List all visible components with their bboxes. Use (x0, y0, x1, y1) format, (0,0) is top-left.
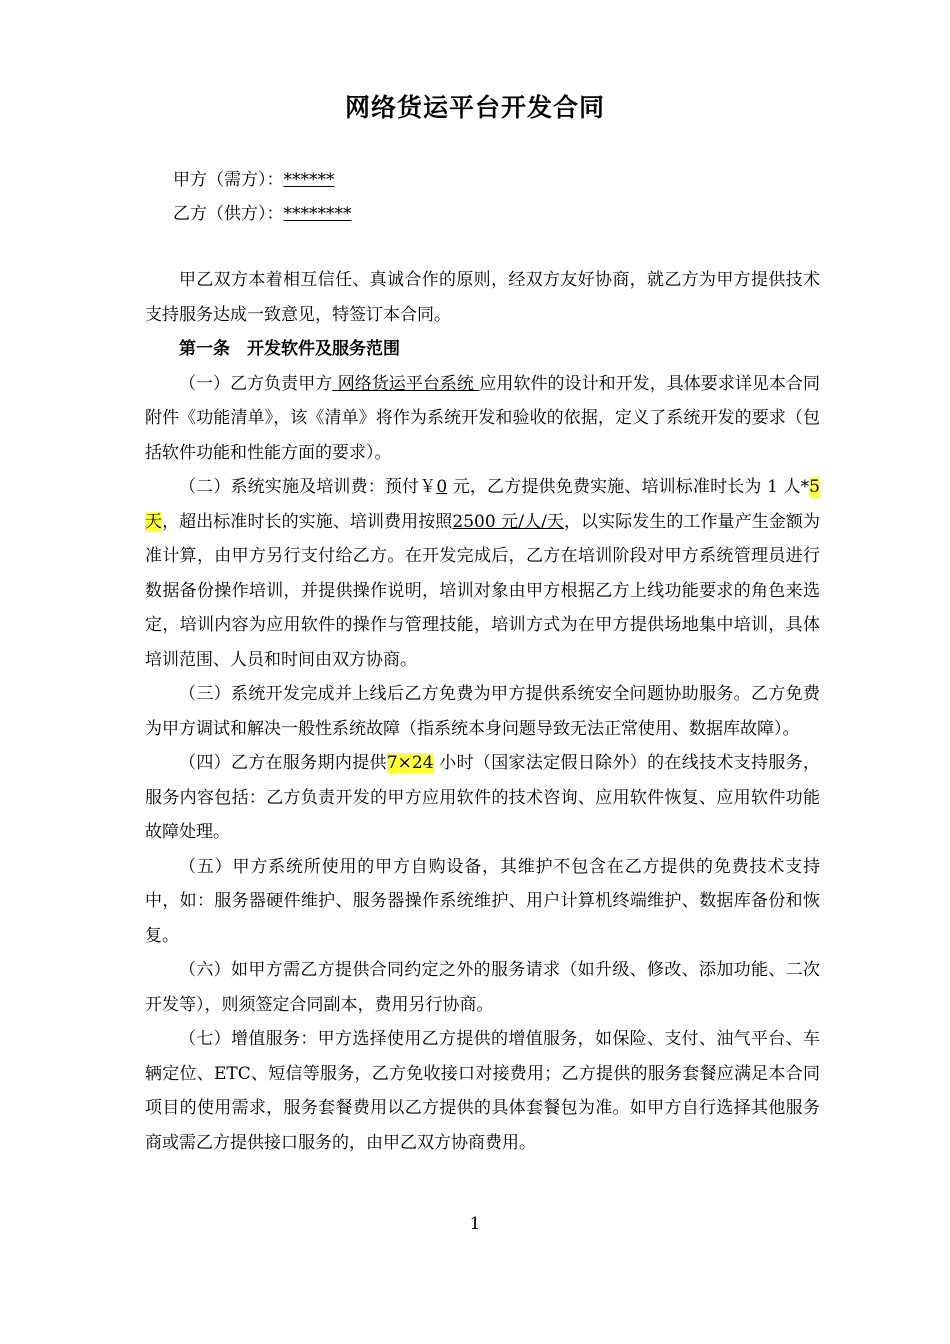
clause-1-post: 应用软件的设计和开发，具体要求详见本合同附件《功能清单》，该《清单》将作为系统开发和验收的依据，定义了系统开发的要求（包括软件功能和性能方面的要求）。 (145, 373, 820, 463)
party-b-label: 乙方（供方）： (173, 204, 284, 224)
clause-2-post: ，以实际发生的工作量产生金额为准计算，由甲方另行支付给乙方。在开发完成后，乙方在培训阶段对甲方系统管理员进行数据备份操作培训，并提供操作说明，培训对象由甲方根据乙方上线功能要求的角色来选定，培训内容为应用软件的操作与管理技能，培训方式为在甲方提供场地集中培训，具体培训范围、人员和时间由双方协商。 (145, 511, 821, 670)
clause-2 (145, 470, 820, 677)
party-a-value: ****** (283, 170, 335, 190)
party-b-line (173, 202, 352, 226)
clause-7: （七）增值服务：甲方选择使用乙方提供的增值服务，如保险、支付、油气平台、车辆定位、ETC、短信等服务，乙方免收接口对接费用；乙方提供的服务套餐应满足本合同项目的使用需求，服务套餐费用以乙方提供的具体套餐包为准。如甲方自行选择其他服务商或需乙方提供接口服务的，由甲乙双方协商费用。 (145, 1029, 820, 1153)
clause-4 (145, 746, 820, 850)
clause-4-post: 小时（国家法定假日除外）的在线技术支持服务，服务内容包括：乙方负责开发的甲方应用软件的技术咨询、应用软件恢复、应用软件功能故障处理。 (145, 753, 820, 842)
clause-6: （六）如甲方需乙方提供合同约定之外的服务请求（如升级、修改、添加功能、二次开发等），则须签定合同副本，费用另行协商。 (145, 960, 820, 1015)
clause-2-mid1: 元，乙方提供免费实施、培训标准时长为 1 人* (447, 477, 810, 497)
intro-paragraph: 甲乙双方本着相互信任、真诚合作的原则，经双方友好协商，就乙方为甲方提供技术支持服务达成一致意见，特签订本合同。 (145, 270, 820, 325)
party-a-label: 甲方（需方）： (173, 170, 284, 190)
clause-5: （五）甲方系统所使用的甲方自购设备，其维护不包含在乙方提供的免费技术支持中，如：服务器硬件维护、服务器操作系统维护、用户计算机终端维护、数据库备份和恢复。 (145, 856, 820, 946)
party-a-line (173, 168, 335, 192)
clause-2-pre: （二）系统实施及培训费：预付￥ (179, 477, 437, 497)
service-hours-highlight: 7×24 (386, 753, 434, 773)
party-b-value: ******** (283, 204, 352, 224)
training-rate: 2500 元/人/天 (452, 511, 564, 532)
clause-1-pre: （一）乙方负责甲方 (179, 373, 333, 394)
prepay-amount: 0 (436, 477, 448, 497)
contract-body (145, 263, 820, 1160)
training-days-highlight: 5 天 (145, 477, 820, 532)
clause-2-mid2: ，超出标准时长的实施、培训费用按照 (162, 511, 453, 532)
clause-4-pre: （四）乙方在服务期内提供 (179, 753, 387, 773)
page-number: 1 (469, 1214, 481, 1234)
clause-3: （三）系统开发完成并上线后乙方免费为甲方提供系统安全问题协助服务。乙方免费为甲方调试和解决一般性系统故障（指系统本身问题导致无法正常使用、数据库故障）。 (145, 684, 820, 739)
system-name: 网络货运平台系统 (332, 373, 480, 394)
clause-1 (145, 367, 820, 471)
document-title: 网络货运平台开发合同 (344, 93, 605, 122)
section-1-heading: 第一条 开发软件及服务范围 (179, 339, 400, 359)
